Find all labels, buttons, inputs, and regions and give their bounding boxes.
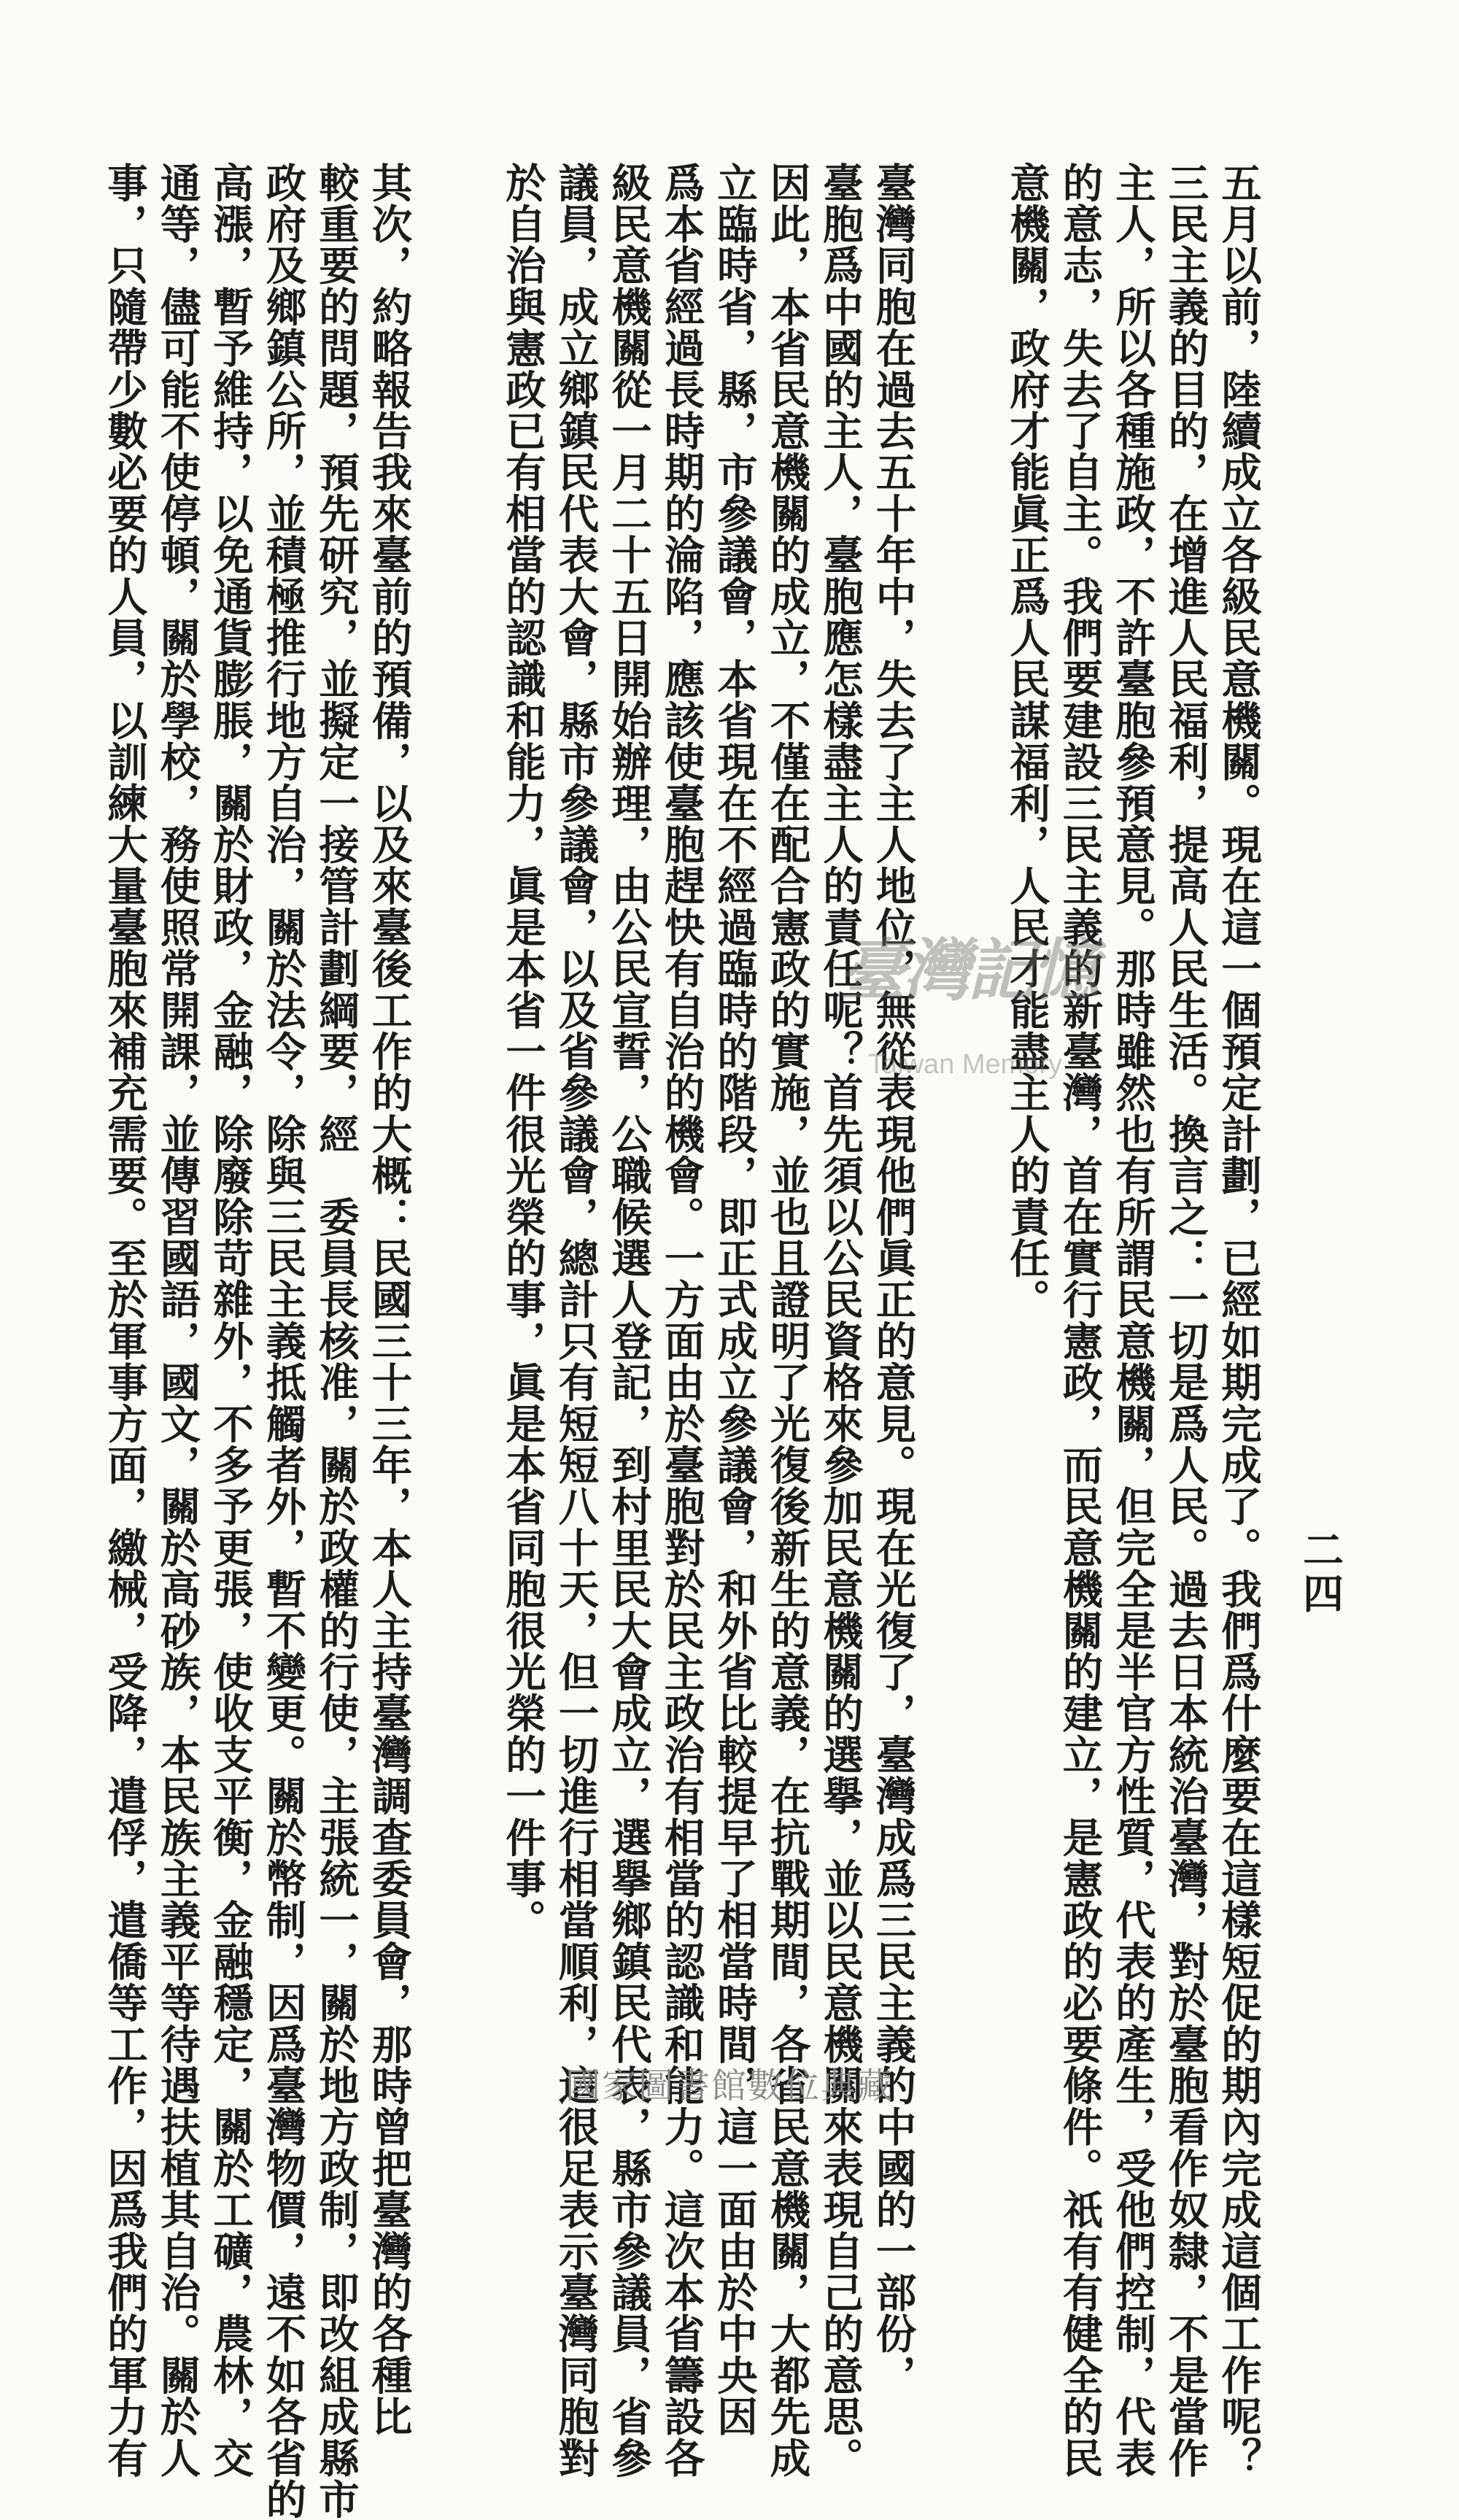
text-column: 意機關，政府才能眞正爲人民謀福利，人民才能盡主人的責任。 xyxy=(1002,162,1050,1321)
text-column: 臺胞爲中國的主人，臺胞應怎樣盡主人的責任呢？首先須以公民資格來參加民意機關的選擧，並以民意機關來表現自己的意思。 xyxy=(816,162,863,2479)
text-column: 主人，所以各種施政，不許臺胞參預意見。那時雖然也有所謂民意機關，但完全是半官方性質，代表的產生，受他們控制，代表 xyxy=(1108,162,1156,2479)
text-column: 因此，本省民意機關的成立，不僅在配合憲政的實施，並也且證明了光復後新生的意義，在抗戰期間，各省民意機關，大都先成 xyxy=(762,162,810,2479)
text-column: 事，只隨帶少數必要的人員，以訓練大量臺胞來補充需要。至於軍事方面，繳械，受降，遣俘，遣僑等工作，因爲我們的軍力有 xyxy=(100,162,147,2479)
text-column: 其次，約略報告我來臺前的預備，以及來臺後工作的大概：民國三十三年，本人主持臺灣調查委員會，那時曾把臺灣的各種比 xyxy=(364,162,412,2438)
page-number: 二四 xyxy=(1296,1528,1344,1616)
text-column: 爲本省經過長時期的淪陷，應該使臺胞趕快有自治的機會。一方面由於臺胞對於民主政治有相當的認識和能力。這次本省籌設各 xyxy=(657,162,705,2479)
text-column: 三民主義的目的，在增進人民福利，提高人民生活。換言之：一切是爲人民。過去日本統治臺灣，對於臺胞看作奴隸，不是當作 xyxy=(1161,162,1209,2479)
watermark-english-text: Taiwan Memory xyxy=(868,1049,1063,1080)
text-column: 五月以前，陸續成立各級民意機關。現在這一個預定計劃，已經如期完成了。我們爲什麼要在這樣短促的期內完成這個工作呢？ xyxy=(1214,162,1261,2479)
text-column: 級民意機關從一月二十五日開始辦理，由公民宣誓，公職候選人登記，到村里民大會成立，選擧鄉鎮民代表，縣市參議員，省參 xyxy=(604,162,651,2479)
text-column: 較重要的問題，預先研究，並擬定一接管計劃綱要，經 委員長核准，關於政權的行使，主張統一，關於地方政制，即改組成縣市 xyxy=(311,162,359,2520)
text-column: 議員，成立鄉鎮民代表大會，縣市參議會，以及省參議會，總計只有短短八十天，但一切進行相當順利，這很足表示臺灣同胞對 xyxy=(551,162,599,2479)
text-column: 立臨時省，縣，市參議會，本省現在不經過臨時的階段，即正式成立參議會，和外省比較提早了相當時間，這一面由於中央因 xyxy=(710,162,757,2438)
text-column: 臺灣同胞在過去五十年中，失去了主人地位，無從表現他們眞正的意見。現在光復了，臺灣成爲三民主義的中國的一部份， xyxy=(868,162,916,2396)
text-column: 於自治與憲政已有相當的認識和能力，眞是本省一件很光榮的事，眞是本省同胞很光榮的一件事。 xyxy=(498,162,546,1941)
library-footer: 國家圖書館數位典藏 xyxy=(565,2065,894,2106)
text-column: 高漲，暫予維持，以免通貨膨脹，關於財政，金融，除廢除苛雜外，不多予更張，使收支平衡，金融穩定，關於工礦，農林，交 xyxy=(206,162,253,2479)
text-column: 的意志，失去了自主。我們要建設三民主義的新臺灣，首在實行憲政，而民意機關的建立，是憲政的必要條件。祇有有健全的民 xyxy=(1055,162,1103,2479)
watermark-logo-text: 臺灣記憶 xyxy=(839,931,1096,1010)
text-column: 政府及鄉鎮公所，並積極推行地方自治，關於法令，除與三民主義抵觸者外，暫不變更。關於幣制，因爲臺灣物價，遠不如各省的 xyxy=(258,162,306,2520)
text-column: 通等，儘可能不使停頓，關於學校，務使照常開課，並傳習國語，國文，關於高砂族，本民族主義平等待遇扶植其自治。關於人 xyxy=(152,162,201,2479)
